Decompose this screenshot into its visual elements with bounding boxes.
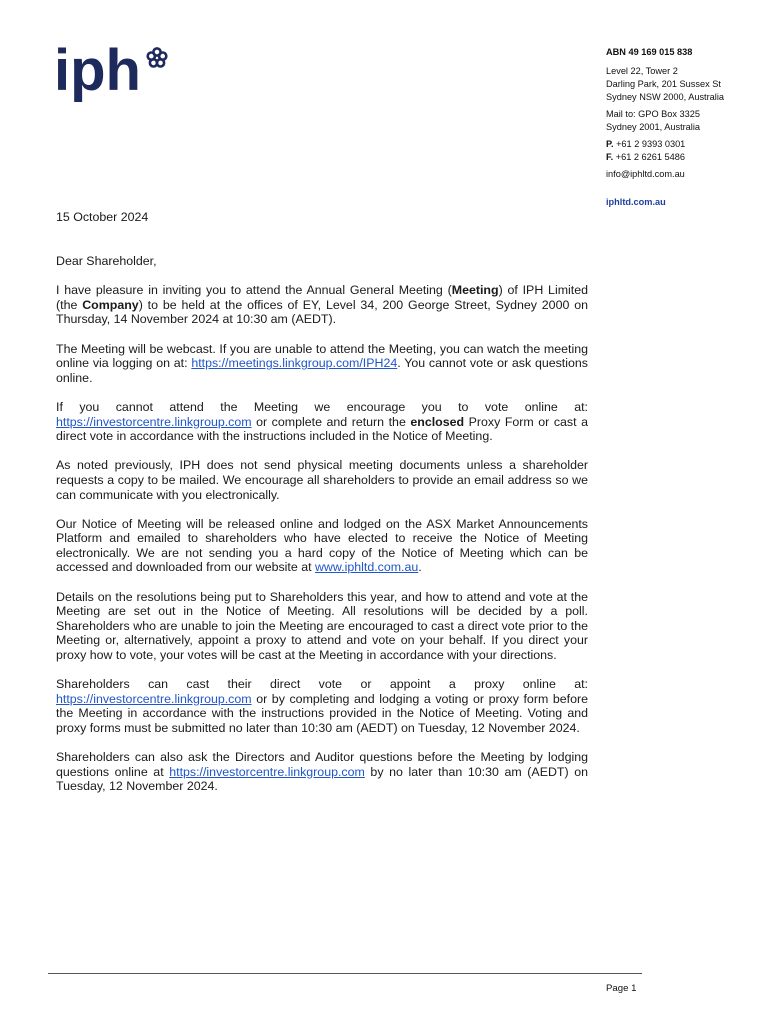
fax-line bbox=[606, 151, 766, 164]
enclosed-term: enclosed bbox=[410, 414, 465, 429]
address-street: Darling Park, 201 Sussex St bbox=[606, 79, 721, 89]
address-city: Sydney NSW 2000, Australia bbox=[606, 92, 724, 102]
paragraph-8: Shareholders can also ask the Directors and Auditor questions before the Meeting by lodging questions online at https://investorcentre.linkgroup.com by no later than 10:30 am (AEDT) on Tuesday, 12 November 2024. bbox=[56, 750, 588, 794]
paragraph-4: As noted previously, IPH does not send physical meeting documents unless a shareholder requests a copy to be mailed. We encourage all shareholders to provide an email address so we can communicate with you electronically. bbox=[56, 458, 588, 502]
footer-divider bbox=[48, 973, 642, 974]
paragraph-6: Details on the resolutions being put to Shareholders this year, and how to attend and vote at the Meeting are set out in the Notice of Meeting. All resolutions will be decided by a poll. Shareholders who are unable to join the Meeting are encouraged to cast a direct vote prior to the Meeting or, alternatively, appoint a proxy to attend and vote on your behalf. If you direct your proxy how to vote, your votes will be cast at the Meeting in accordance with your directions. bbox=[56, 589, 588, 663]
fax-label: F. bbox=[606, 152, 614, 162]
email: info@iphltd.com.au bbox=[606, 169, 685, 179]
flower-icon bbox=[148, 48, 167, 66]
paragraph-5: Our Notice of Meeting will be released online and lodged on the ASX Market Announcements Platform and emailed to shareholders who have elected to receive the Notice of Meeting electronically. We are not sending you a hard copy of the Notice of Meeting which can be accessed and downloaded from our website at www.iphltd.com.au. bbox=[56, 516, 588, 575]
investor-centre-link[interactable]: https://investorcentre.linkgroup.com bbox=[169, 764, 365, 779]
company-term: Company bbox=[82, 297, 139, 312]
webcast-link[interactable]: https://meetings.linkgroup.com/IPH24 bbox=[191, 356, 398, 371]
investor-centre-link[interactable]: https://investorcentre.linkgroup.com bbox=[56, 414, 252, 429]
website-link[interactable]: www.iphltd.com.au bbox=[314, 560, 419, 575]
website: iphltd.com.au bbox=[606, 197, 666, 207]
salutation: Dear Shareholder, bbox=[56, 254, 157, 268]
phone-number: +61 2 9393 0301 bbox=[616, 139, 686, 149]
paragraph-2: The Meeting will be webcast. If you are unable to attend the Meeting, you can watch the meeting online via logging on at: https://meetings.linkgroup.com/IPH24. You cannot vote or ask questions online. bbox=[56, 341, 588, 385]
paragraph-3: If you cannot attend the Meeting we encourage you to vote online at: https://investorcentre.linkgroup.com or complete and return the enclosed Proxy Form or cast a direct vote in accordance with the instructions included in the Notice of Meeting. bbox=[56, 399, 588, 444]
abn: ABN 49 169 015 838 bbox=[606, 47, 693, 57]
address-block bbox=[606, 46, 766, 209]
mail-line-2: Sydney 2001, Australia bbox=[606, 122, 700, 132]
iph-logo bbox=[54, 40, 172, 104]
mail-line-1: Mail to: GPO Box 3325 bbox=[606, 109, 700, 119]
phone-label: P. bbox=[606, 139, 614, 149]
fax-number: +61 2 6261 5486 bbox=[615, 152, 685, 162]
letter-body bbox=[56, 254, 588, 809]
phone-line bbox=[606, 138, 766, 151]
letter-date: 15 October 2024 bbox=[56, 210, 149, 224]
logo-text: iph bbox=[54, 40, 141, 103]
paragraph-1: I have pleasure in inviting you to attend the Annual General Meeting (Meeting) of IPH Limited (the Company) to be held at the offices of EY, Level 34, 200 George Street, Sydney 2000 on Thursday, 14 November 2024 at 10:30 am (AEDT). bbox=[56, 283, 589, 327]
page-number: Page 1 bbox=[606, 983, 637, 994]
meeting-term: Meeting bbox=[451, 283, 499, 298]
investor-centre-link[interactable]: https://investorcentre.linkgroup.com bbox=[56, 691, 252, 706]
address-level: Level 22, Tower 2 bbox=[606, 66, 678, 76]
paragraph-7: Shareholders can cast their direct vote or appoint a proxy online at: https://investorcentre.linkgroup.com or by completing and lodging a voting or proxy form before the Meeting in accordance with the instructions provided in the Notice of Meeting. Voting and proxy forms must be submitted no later than 10:30 am (AEDT) on Tuesday, 12 November 2024. bbox=[56, 677, 588, 735]
